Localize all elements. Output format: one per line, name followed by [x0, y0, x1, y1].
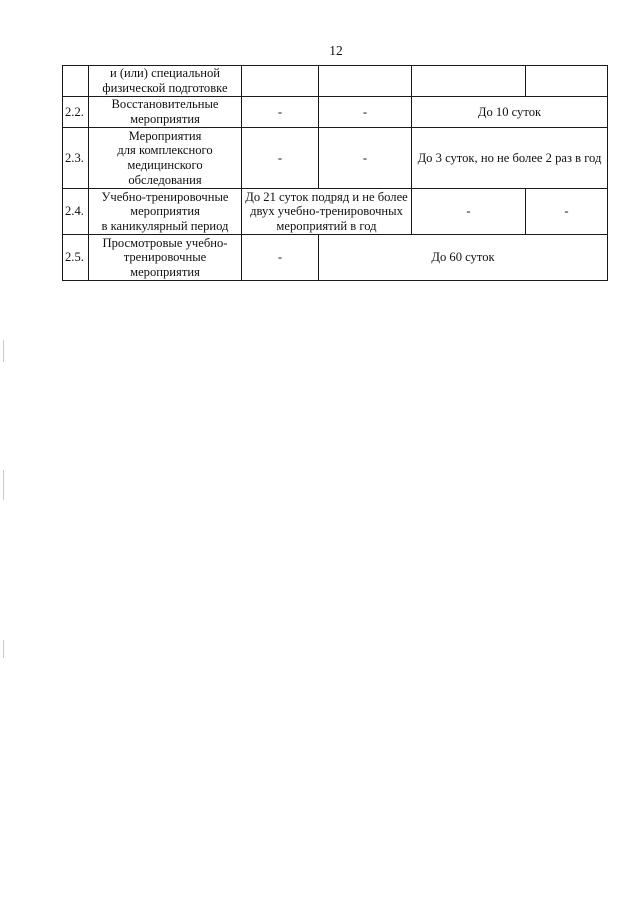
scan-edge-mark: [3, 340, 4, 362]
row-number: 2.3.: [63, 128, 89, 189]
table-cell: -: [242, 128, 319, 189]
table-cell: -: [526, 189, 608, 235]
page-number: 12: [329, 43, 343, 58]
table-cell: -: [242, 97, 319, 128]
table-row: [63, 235, 608, 281]
table-row: [63, 189, 608, 235]
duration-cell: До 3 суток, но не более 2 раз в год: [412, 128, 608, 189]
table-cell: [319, 66, 412, 97]
table-cell: -: [319, 97, 412, 128]
event-name: и (или) специальной физической подготовке: [89, 66, 242, 97]
row-number: 2.5.: [63, 235, 89, 281]
row-number: 2.2.: [63, 97, 89, 128]
table-cell: [242, 66, 319, 97]
row-number: [63, 66, 89, 97]
table-row: [63, 128, 608, 189]
duration-cell: До 10 суток: [412, 97, 608, 128]
table-cell: -: [412, 189, 526, 235]
table-cell: -: [319, 128, 412, 189]
duration-cell: До 60 суток: [319, 235, 608, 281]
scan-edge-mark: [3, 470, 4, 500]
table-row: [63, 66, 608, 97]
event-name: Восстановительные мероприятия: [89, 97, 242, 128]
duration-cell: До 21 суток подряд и не более двух учебно-тренировочных мероприятий в год: [242, 189, 412, 235]
event-name: Учебно-тренировочные мероприятия в каникулярный период: [89, 189, 242, 235]
table-cell: [412, 66, 526, 97]
table-cell: -: [242, 235, 319, 281]
event-name: Просмотровые учебно- тренировочные мероприятия: [89, 235, 242, 281]
table-cell: [526, 66, 608, 97]
scan-edge-mark: [3, 640, 4, 658]
row-number: 2.4.: [63, 189, 89, 235]
event-name: Мероприятия для комплексного медицинского обследования: [89, 128, 242, 189]
table-row: [63, 97, 608, 128]
training-events-table: [62, 65, 608, 281]
